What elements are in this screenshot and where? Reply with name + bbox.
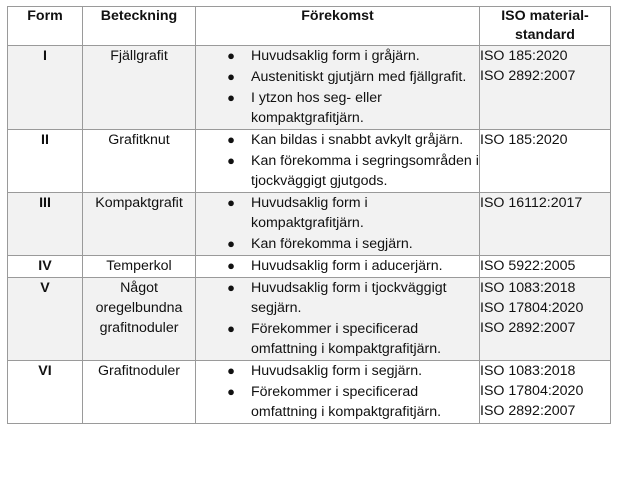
iso-standard-cell (480, 361, 611, 424)
beteckning-cell: Grafitnoduler (83, 361, 196, 424)
forekomst-cell (196, 130, 480, 193)
beteckning-cell: Temperkol (83, 256, 196, 278)
header-row (8, 7, 611, 46)
forekomst-list (196, 361, 479, 422)
iso-standard-value: ISO 2892:2007 (480, 68, 576, 84)
bullet-icon: ● (227, 258, 235, 273)
list-item (196, 193, 479, 233)
form-cell: II (8, 130, 83, 193)
list-item (196, 256, 479, 276)
iso-standard-value: ISO 1083:2018 (480, 280, 576, 296)
bullet-icon: ● (227, 48, 235, 63)
table-row (8, 278, 611, 361)
bullet-icon: ● (227, 153, 235, 168)
forekomst-text: Kan förekomma i segringsområden i tjockväggigt gjutgods. (251, 153, 479, 189)
bullet-icon: ● (227, 69, 235, 84)
forekomst-cell (196, 193, 480, 256)
list-item (196, 361, 479, 381)
iso-standard-cell (480, 193, 611, 256)
header-form: Form (8, 7, 83, 46)
iso-standard-cell (480, 256, 611, 278)
iso-standard-cell (480, 278, 611, 361)
forekomst-cell (196, 256, 480, 278)
iso-standard-cell (480, 130, 611, 193)
iso-standard-value: ISO 2892:2007 (480, 320, 576, 336)
forekomst-text: Austenitiskt gjutjärn med fjällgrafit. (251, 69, 467, 85)
forekomst-list (196, 193, 479, 254)
form-cell: VI (8, 361, 83, 424)
iso-standard-value: ISO 1083:2018 (480, 363, 576, 379)
beteckning-cell: Grafitknut (83, 130, 196, 193)
bullet-icon: ● (227, 363, 235, 378)
forekomst-text: Huvudsaklig form i aducerjärn. (251, 258, 443, 274)
forekomst-list (196, 46, 479, 128)
list-item (196, 151, 479, 191)
forekomst-text: Huvudsaklig form i kompaktgrafitjärn. (251, 195, 368, 231)
forekomst-text: Förekommer i specificerad omfattning i kompaktgrafitjärn. (251, 321, 442, 357)
forekomst-text: Huvudsaklig form i gråjärn. (251, 48, 420, 64)
form-cell: V (8, 278, 83, 361)
list-item (196, 278, 479, 318)
forekomst-cell (196, 278, 480, 361)
forekomst-text: Huvudsaklig form i segjärn. (251, 363, 423, 379)
iso-standard-value: ISO 5922:2005 (480, 258, 576, 274)
header-beteckning: Beteckning (83, 7, 196, 46)
forekomst-text: Förekommer i specificerad omfattning i kompaktgrafitjärn. (251, 384, 442, 420)
table-row (8, 46, 611, 130)
bullet-icon: ● (227, 384, 235, 399)
table-row (8, 130, 611, 193)
forekomst-text: Kan bildas i snabbt avkylt gråjärn. (251, 132, 464, 148)
table-body (8, 46, 611, 424)
beteckning-cell: Fjällgrafit (83, 46, 196, 130)
form-cell: IV (8, 256, 83, 278)
table-row (8, 193, 611, 256)
list-item (196, 46, 479, 66)
forekomst-list (196, 278, 479, 359)
form-cell: III (8, 193, 83, 256)
iso-standard-value: ISO 2892:2007 (480, 403, 576, 419)
beteckning-cell: Kompaktgrafit (83, 193, 196, 256)
beteckning-cell: Något oregelbundna grafitnoduler (83, 278, 196, 361)
bullet-icon: ● (227, 195, 235, 210)
forekomst-list (196, 256, 479, 276)
bullet-icon: ● (227, 132, 235, 147)
list-item (196, 382, 479, 422)
iso-standard-cell (480, 46, 611, 130)
iso-standard-value: ISO 17804:2020 (480, 300, 584, 316)
table-header (8, 7, 611, 46)
form-cell: I (8, 46, 83, 130)
list-item (196, 88, 479, 128)
forekomst-cell (196, 46, 480, 130)
forekomst-text: Huvudsaklig form i tjockväggigt segjärn. (251, 280, 447, 316)
graphite-forms-table (7, 6, 611, 424)
bullet-icon: ● (227, 236, 235, 251)
list-item (196, 319, 479, 359)
iso-standard-value: ISO 17804:2020 (480, 383, 584, 399)
list-item (196, 67, 479, 87)
header-forekomst: Förekomst (196, 7, 480, 46)
forekomst-text: Kan förekomma i segjärn. (251, 236, 413, 252)
bullet-icon: ● (227, 90, 235, 105)
forekomst-list (196, 130, 479, 191)
table-row (8, 361, 611, 424)
list-item (196, 234, 479, 254)
forekomst-cell (196, 361, 480, 424)
iso-standard-value: ISO 16112:2017 (480, 195, 583, 211)
header-iso-standard: ISO material-standard (480, 7, 611, 46)
bullet-icon: ● (227, 280, 235, 295)
iso-standard-value: ISO 185:2020 (480, 48, 568, 64)
table-row (8, 256, 611, 278)
bullet-icon: ● (227, 321, 235, 336)
iso-standard-value: ISO 185:2020 (480, 132, 568, 148)
forekomst-text: I ytzon hos seg- eller kompaktgrafitjärn. (251, 90, 382, 126)
list-item (196, 130, 479, 150)
